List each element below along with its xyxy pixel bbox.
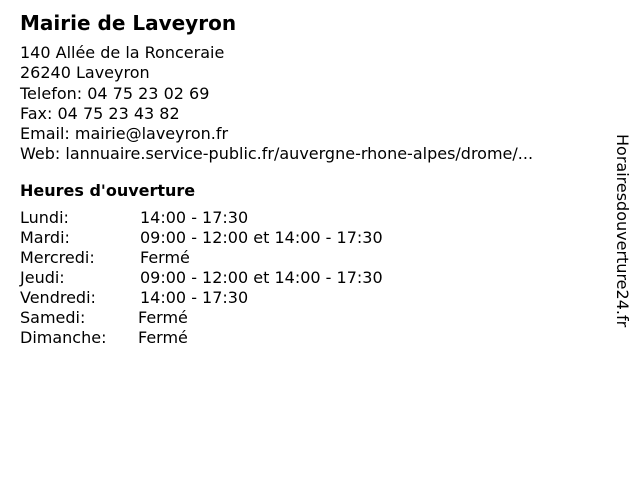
day-label: Lundi: — [20, 207, 69, 227]
side-brand-text: Horairesdouverture24.fr — [613, 134, 632, 328]
day-label: Jeudi: — [20, 267, 65, 287]
hours-row-saturday — [20, 308, 600, 328]
address-line-2: 26240 Laveyron — [20, 63, 150, 83]
hours-row-wednesday — [20, 248, 600, 268]
hours-row-thursday — [20, 268, 600, 288]
web-row — [20, 144, 600, 164]
fax-number: 04 75 23 43 82 — [57, 103, 180, 123]
time-value: 14:00 - 17:30 — [140, 287, 249, 307]
business-card — [20, 10, 600, 348]
day-label: Dimanche: — [20, 327, 107, 347]
time-value: 09:00 - 12:00 et 14:00 - 17:30 — [140, 267, 383, 287]
hours-row-monday — [20, 208, 600, 228]
email-row — [20, 124, 600, 144]
fax-row — [20, 104, 600, 124]
opening-hours-title: Heures d'ouverture — [20, 180, 196, 200]
web-link[interactable]: lannuaire.service-public.fr/auvergne-rhone-alpes/drome/... — [65, 144, 534, 164]
contact-info — [20, 43, 600, 165]
page-title: Mairie de Laveyron — [20, 11, 237, 35]
time-value: Fermé — [140, 247, 190, 267]
time-value: 14:00 - 17:30 — [140, 207, 249, 227]
hours-row-sunday — [20, 328, 600, 348]
phone-label: Telefon: — [20, 83, 83, 103]
fax-label: Fax: — [20, 103, 53, 123]
phone-number[interactable]: 04 75 23 02 69 — [87, 83, 210, 103]
time-value: 09:00 - 12:00 et 14:00 - 17:30 — [140, 227, 383, 247]
day-label: Samedi: — [20, 307, 86, 327]
email-label: Email: — [20, 124, 70, 144]
day-label: Mardi: — [20, 227, 70, 247]
address-line-1: 140 Allée de la Ronceraie — [20, 43, 225, 62]
time-value: Fermé — [138, 327, 188, 347]
time-value: Fermé — [138, 307, 188, 327]
hours-row-friday — [20, 288, 600, 308]
opening-hours-table — [20, 208, 600, 348]
day-label: Vendredi: — [20, 287, 96, 307]
day-label: Mercredi: — [20, 247, 95, 267]
web-label: Web: — [20, 144, 61, 164]
hours-row-tuesday — [20, 228, 600, 248]
email-link[interactable]: mairie@laveyron.fr — [74, 124, 229, 144]
phone-row — [20, 84, 600, 104]
